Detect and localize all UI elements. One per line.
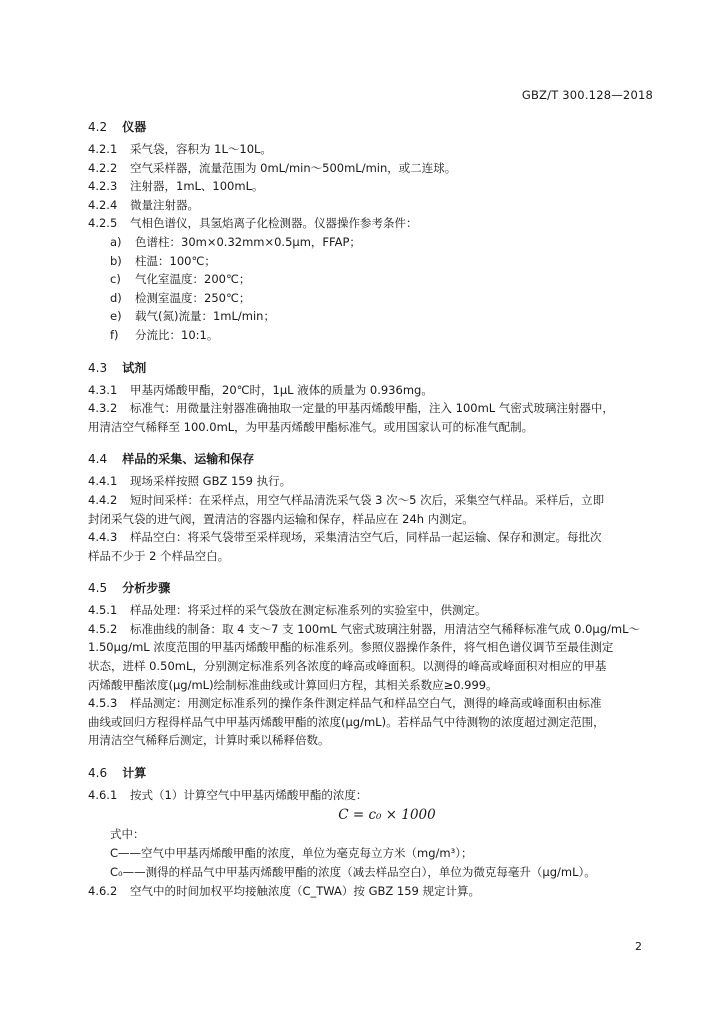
variable-definition: C₀——测得的样品气中甲基丙烯酸甲酯的浓度（减去样品空白），单位为微克每毫升（μg/mL）。 — [110, 864, 596, 879]
clause-continuation: 状态，进样 0.50mL，分别测定标准系列各浓度的峰高或峰面积。以测得的峰高或峰面积对相应的甲基 — [88, 659, 607, 674]
clause-continuation: 封闭采气袋的进气阀，置清洁的容器内运输和保存，样品应在 24h 内测定。 — [88, 511, 474, 526]
list-item: a) 色谱柱：30m×0.32mm×0.5μm，FFAP； — [110, 234, 361, 249]
formula: C = c₀ × 1000 — [338, 806, 436, 823]
clause: 4.2.4 微量注射器。 — [88, 197, 199, 212]
clause: 4.4.2 短时间采样：在采样点，用空气样品清洗采气袋 3 次～5 次后，采集空气样品。采样后，立即 — [88, 492, 605, 507]
variable-definition: C——空气中甲基丙烯酸甲酯的浓度，单位为毫克每立方米（mg/m³）； — [110, 845, 473, 860]
clause: 4.2.2 空气采样器，流量范围为 0mL/min～500mL/min，或二连球。 — [88, 160, 457, 175]
clause-continuation: 样品不少于 2 个样品空白。 — [88, 548, 230, 563]
clause: 4.2.1 采气袋，容积为 1L～10L。 — [88, 142, 272, 156]
list-item: e) 载气(氮)流量：1mL/min； — [110, 309, 275, 324]
section-heading: 4.6 计算 — [88, 766, 147, 781]
clause: 4.5.1 样品处理：将采过样的采气袋放在测定标准系列的实验室中，供测定。 — [88, 603, 487, 618]
clause-continuation: 丙烯酸甲酯浓度(μg/mL)绘制标准曲线或计算回归方程，其相关系数应≥0.999。 — [88, 677, 498, 692]
clause: 4.2.5 气相色谱仪，具氢焰离子化检测器。仪器操作参考条件： — [88, 216, 418, 231]
clause: 4.6.1 按式（1）计算空气中甲基丙烯酸甲酯的浓度： — [88, 788, 368, 803]
where-label: 式中： — [110, 826, 145, 841]
clause-continuation: 曲线或回归方程得样品气中甲基丙烯酸甲酯的浓度(μg/mL)。若样品气中待测物的浓度超过测定范围， — [88, 714, 605, 729]
section-heading: 4.2 仪器 — [88, 120, 147, 134]
standard-number-header: GBZ/T 300.128—2018 — [521, 88, 653, 102]
clause-continuation: 用清洁空气稀释后测定，计算时乘以稀释倍数。 — [88, 733, 330, 748]
list-item: d) 检测室温度：250℃； — [110, 290, 251, 305]
document-body — [88, 118, 656, 900]
clause-continuation: 用清洁空气稀释至 100.0mL，为甲基丙烯酸甲酯标准气。或用国家认可的标准气配制。 — [88, 419, 534, 434]
clause: 4.2.3 注射器，1mL、100mL。 — [88, 179, 264, 194]
section-heading: 4.5 分析步骤 — [88, 581, 171, 596]
section-heading: 4.4 样品的采集、运输和保存 — [88, 452, 255, 467]
clause: 4.6.2 空气中的时间加权平均接触浓度（C_TWA）按 GBZ 159 规定计算。 — [88, 883, 481, 898]
clause-continuation: 1.50μg/mL 浓度范围的甲基丙烯酸甲酯的标准系列。参照仪器操作条件，将气相色谱仪调节至最佳测定 — [88, 640, 614, 655]
list-item: b) 柱温：100℃； — [110, 253, 216, 268]
clause: 4.3.2 标准气：用微量注射器准确抽取一定量的甲基丙烯酸甲酯，注入 100mL 气密式玻璃注射器中， — [88, 401, 614, 416]
list-item: c) 气化室温度：200℃； — [110, 272, 251, 287]
clause: 4.4.1 现场采样按照 GBZ 159 执行。 — [88, 474, 292, 489]
page-number: 2 — [635, 940, 642, 953]
clause: 4.3.1 甲基丙烯酸甲酯，20℃时，1μL 液体的质量为 0.936mg。 — [88, 382, 433, 397]
list-item: f) 分流比：10:1。 — [110, 327, 219, 342]
section-heading: 4.3 试剂 — [88, 360, 147, 375]
clause: 4.5.3 样品测定：用测定标准系列的操作条件测定样品气和样品空白气，测得的峰高或峰面积由标准 — [88, 696, 602, 711]
clause: 4.5.2 标准曲线的制备：取 4 支～7 支 100mL 气密式玻璃注射器，用清洁空气稀释标准气成 0.0μg/mL～ — [88, 621, 641, 636]
clause: 4.4.3 样品空白：将采气袋带至采样现场，采集清洁空气后，同样品一起运输、保存和测定。每批次 — [88, 530, 602, 545]
